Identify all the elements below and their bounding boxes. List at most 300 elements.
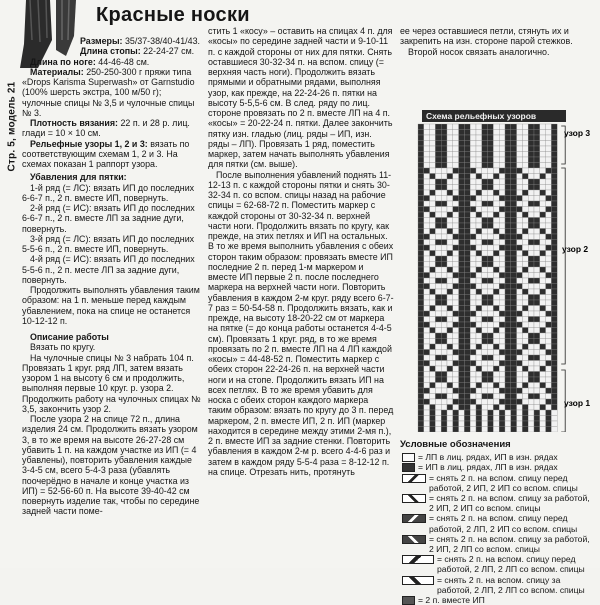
grid-cell (505, 207, 511, 213)
grid-cell (441, 212, 447, 218)
grid-cell (522, 141, 528, 147)
grid-cell (499, 383, 505, 389)
heel-row-3: 3-й ряд (= ЛС): вязать ИП до последних 5-5-6 п., 2 п. вместе ИП, повернуть. (22, 233, 195, 254)
grid-cell (424, 328, 430, 334)
grid-cell (534, 427, 540, 433)
grid-cell (430, 146, 436, 152)
grid-cell (447, 146, 453, 152)
grid-cell (430, 284, 436, 290)
grid-cell (464, 366, 470, 372)
grid-cell (418, 328, 424, 334)
grid-cell (546, 207, 552, 213)
grid-cell (459, 185, 465, 191)
grid-cell (505, 416, 511, 422)
grid-cell (418, 300, 424, 306)
grid-cell (522, 234, 528, 240)
grid-cell (441, 168, 447, 174)
grid-cell (418, 240, 424, 246)
grid-cell (551, 377, 557, 383)
grid-cell (464, 251, 470, 257)
grid-cell (453, 262, 459, 268)
grid-cell (517, 234, 523, 240)
grid-cell (493, 185, 499, 191)
grid-cell (418, 421, 424, 427)
grid-cell (493, 163, 499, 169)
grid-cell (522, 383, 528, 389)
grid-cell (453, 273, 459, 279)
grid-cell (493, 295, 499, 301)
grid-cell (522, 361, 528, 367)
grid-cell (522, 168, 528, 174)
grid-cell (418, 190, 424, 196)
grid-cell (424, 311, 430, 317)
grid-cell (505, 196, 511, 202)
grid-cell (517, 245, 523, 251)
grid-cell (546, 267, 552, 273)
grid-cell (499, 223, 505, 229)
grid-cell (528, 317, 534, 323)
grid-cell (493, 141, 499, 147)
grid-cell (551, 355, 557, 361)
grid-cell (447, 256, 453, 262)
grid-cell (511, 372, 517, 378)
materials-label: Материалы: (30, 66, 84, 77)
grid-cell (424, 240, 430, 246)
grid-cell (418, 427, 424, 433)
grid-cell (499, 179, 505, 185)
grid-cell (447, 152, 453, 158)
grid-cell (493, 366, 499, 372)
grid-cell (482, 141, 488, 147)
grid-cell (546, 174, 552, 180)
grid-cell (447, 388, 453, 394)
grid-cell (546, 218, 552, 224)
grid-cell (528, 212, 534, 218)
grid-cell (517, 196, 523, 202)
legend-item-cable-2 (400, 493, 596, 513)
grid-cell (470, 421, 476, 427)
grid-cell (551, 300, 557, 306)
grid-cell (522, 388, 528, 394)
grid-cell (441, 141, 447, 147)
grid-cell (447, 273, 453, 279)
grid-cell (418, 405, 424, 411)
grid-cell (505, 163, 511, 169)
grid-cell (534, 394, 540, 400)
grid-cell (430, 399, 436, 405)
grid-cell (522, 251, 528, 257)
grid-cell (476, 427, 482, 433)
grid-cell (441, 284, 447, 290)
grid-cell (482, 146, 488, 152)
grid-cell (551, 295, 557, 301)
grid-cell (470, 355, 476, 361)
grid-cell (522, 245, 528, 251)
grid-cell (459, 300, 465, 306)
grid-cell (453, 339, 459, 345)
grid-cell (499, 267, 505, 273)
grid-cell (441, 328, 447, 334)
grid-cell (470, 179, 476, 185)
grid-cell (418, 174, 424, 180)
grid-cell (528, 130, 534, 136)
grid-cell (534, 245, 540, 251)
grid-cell (464, 372, 470, 378)
grid-cell (551, 218, 557, 224)
grid-cell (551, 388, 557, 394)
grid-cell (540, 223, 546, 229)
grid-cell (482, 185, 488, 191)
grid-cell (499, 317, 505, 323)
grid-cell (517, 333, 523, 339)
grid-cell (424, 427, 430, 433)
grid-cell (488, 229, 494, 235)
grid-cell (464, 311, 470, 317)
grid-cell (517, 405, 523, 411)
grid-cell (551, 256, 557, 262)
grid-cell (435, 421, 441, 427)
work-round: Вязать по кругу. (30, 342, 96, 353)
grid-cell (499, 124, 505, 130)
grid-cell (459, 179, 465, 185)
grid-cell (418, 333, 424, 339)
grid-cell (453, 377, 459, 383)
grid-cell (505, 262, 511, 268)
grid-cell (418, 399, 424, 405)
grid-cell (424, 201, 430, 207)
grid-cell (424, 339, 430, 345)
grid-cell (499, 190, 505, 196)
grid-cell (493, 377, 499, 383)
grid-cell (418, 383, 424, 389)
grid-cell (488, 300, 494, 306)
grid-cell (453, 185, 459, 191)
grid-cell (493, 240, 499, 246)
grid-cell (430, 190, 436, 196)
grid-cell (441, 190, 447, 196)
grid-cell (418, 256, 424, 262)
grid-cell (476, 377, 482, 383)
heel-row-1: 1-й ряд (= ЛС): вязать ИП до последних 6-6-7 п., 2 п. вместе ИП, повернуть. (22, 182, 195, 203)
grid-cell (534, 256, 540, 262)
grid-cell (435, 344, 441, 350)
grid-cell (528, 372, 534, 378)
grid-cell (453, 141, 459, 147)
grid-cell (441, 124, 447, 130)
grid-cell (505, 135, 511, 141)
grid-cell (528, 185, 534, 191)
grid-cell (511, 207, 517, 213)
grid-cell (505, 174, 511, 180)
grid-cell (522, 273, 528, 279)
grid-cell (511, 394, 517, 400)
grid-cell (488, 421, 494, 427)
grid-cell (517, 416, 523, 422)
grid-cell (464, 350, 470, 356)
grid-cell (493, 267, 499, 273)
grid-cell (511, 311, 517, 317)
grid-cell (505, 146, 511, 152)
grid-cell (546, 383, 552, 389)
grid-cell (517, 306, 523, 312)
grid-cell (476, 295, 482, 301)
grid-cell (430, 212, 436, 218)
grid-cell (441, 344, 447, 350)
grid-cell (424, 251, 430, 257)
grid-cell (522, 399, 528, 405)
grid-cell (430, 262, 436, 268)
grid-cell (435, 163, 441, 169)
grid-cell (505, 212, 511, 218)
grid-cell (464, 410, 470, 416)
grid-cell (459, 130, 465, 136)
grid-cell (459, 383, 465, 389)
grid-cell (459, 284, 465, 290)
grid-cell (482, 383, 488, 389)
grid-cell (511, 262, 517, 268)
grid-cell (476, 273, 482, 279)
grid-cell (551, 344, 557, 350)
grid-cell (435, 350, 441, 356)
grid-cell (493, 284, 499, 290)
grid-cell (424, 388, 430, 394)
grid-cell (546, 245, 552, 251)
grid-cell (470, 223, 476, 229)
grid-cell (424, 317, 430, 323)
grid-cell (505, 130, 511, 136)
grid-cell (511, 306, 517, 312)
grid-cell (470, 163, 476, 169)
grid-cell (470, 344, 476, 350)
grid-cell (534, 218, 540, 224)
grid-cell (528, 427, 534, 433)
grid-cell (546, 328, 552, 334)
grid-cell (488, 416, 494, 422)
grid-cell (546, 251, 552, 257)
grid-cell (493, 405, 499, 411)
grid-cell (499, 157, 505, 163)
grid-cell (482, 333, 488, 339)
grid-cell (476, 366, 482, 372)
grid-cell (499, 394, 505, 400)
grid-cell (493, 322, 499, 328)
grid-cell (505, 223, 511, 229)
grid-cell (546, 124, 552, 130)
grid-cell (424, 361, 430, 367)
grid-cell (517, 223, 523, 229)
side-label (2, 6, 16, 176)
grid-cell (470, 333, 476, 339)
grid-cell (464, 328, 470, 334)
grid-cell (459, 251, 465, 257)
grid-cell (540, 399, 546, 405)
grid-cell (488, 124, 494, 130)
grid-cell (540, 410, 546, 416)
grid-cell (499, 377, 505, 383)
grid-cell (517, 201, 523, 207)
grid-cell (511, 218, 517, 224)
grid-cell (441, 251, 447, 257)
grid-cell (528, 196, 534, 202)
grid-cell (505, 361, 511, 367)
grid-cell (499, 388, 505, 394)
grid-cell (430, 383, 436, 389)
grid-cell (459, 218, 465, 224)
grid-cell (453, 295, 459, 301)
grid-cell (430, 157, 436, 163)
grid-cell (430, 416, 436, 422)
grid-cell (534, 295, 540, 301)
grid-cell (482, 212, 488, 218)
grid-cell (540, 146, 546, 152)
grid-cell (551, 383, 557, 389)
grid-cell (499, 366, 505, 372)
grid-cell (459, 377, 465, 383)
grid-cell (464, 262, 470, 268)
grid-cell (488, 251, 494, 257)
grid-cell (517, 124, 523, 130)
grid-cell (499, 306, 505, 312)
grid-cell (528, 377, 534, 383)
grid-cell (441, 245, 447, 251)
grid-cell (534, 361, 540, 367)
grid-cell (424, 350, 430, 356)
grid-cell (493, 388, 499, 394)
grid-cell (499, 284, 505, 290)
grid-cell (540, 262, 546, 268)
grid-cell (482, 179, 488, 185)
grid-cell (476, 130, 482, 136)
grid-cell (459, 256, 465, 262)
grid-cell (418, 141, 424, 147)
grid-cell (546, 163, 552, 169)
grid-cell (551, 328, 557, 334)
grid-cell (435, 196, 441, 202)
chart-label-1: узор 1 (564, 398, 591, 408)
grid-cell (482, 278, 488, 284)
grid-cell (459, 317, 465, 323)
grid-cell (522, 394, 528, 400)
grid-cell (418, 179, 424, 185)
grid-cell (459, 262, 465, 268)
grid-cell (453, 289, 459, 295)
grid-cell (453, 372, 459, 378)
grid-cell (430, 273, 436, 279)
grid-cell (464, 168, 470, 174)
grid-cell (418, 152, 424, 158)
grid-cell (499, 295, 505, 301)
grid-cell (488, 152, 494, 158)
grid-cell (441, 289, 447, 295)
foot-label: Длина стопы: (80, 46, 141, 57)
grid-cell (546, 201, 552, 207)
legend-item-cable-5 (400, 554, 596, 574)
grid-cell (488, 427, 494, 433)
cable-wide-right-icon (402, 576, 434, 585)
cable-right-icon (402, 494, 426, 503)
grid-cell (430, 196, 436, 202)
grid-cell (517, 190, 523, 196)
grid-cell (476, 344, 482, 350)
grid-cell (441, 322, 447, 328)
grid-cell (540, 124, 546, 130)
grid-cell (551, 157, 557, 163)
grid-cell (470, 278, 476, 284)
grid-cell (534, 240, 540, 246)
grid-cell (511, 328, 517, 334)
grid-cell (459, 135, 465, 141)
grid-cell (505, 229, 511, 235)
grid-cell (505, 278, 511, 284)
grid-cell (534, 355, 540, 361)
grid-cell (540, 278, 546, 284)
grid-cell (493, 339, 499, 345)
grid-cell (424, 289, 430, 295)
grid-cell (453, 240, 459, 246)
grid-cell (493, 157, 499, 163)
grid-cell (522, 185, 528, 191)
grid-cell (424, 168, 430, 174)
grid-cell (493, 278, 499, 284)
grid-cell (459, 223, 465, 229)
grid-cell (499, 201, 505, 207)
grid-cell (447, 179, 453, 185)
grid-cell (418, 185, 424, 191)
grid-cell (546, 168, 552, 174)
grid-cell (424, 234, 430, 240)
grid-cell (505, 284, 511, 290)
grid-cell (522, 152, 528, 158)
grid-cell (441, 339, 447, 345)
grid-cell (551, 289, 557, 295)
grid-cell (453, 124, 459, 130)
grid-cell (418, 322, 424, 328)
grid-cell (470, 427, 476, 433)
grid-cell (441, 394, 447, 400)
grid-cell (551, 229, 557, 235)
grid-cell (546, 273, 552, 279)
grid-cell (418, 388, 424, 394)
grid-cell (511, 421, 517, 427)
grid-cell (505, 377, 511, 383)
grid-cell (418, 339, 424, 345)
grid-cell (522, 124, 528, 130)
grid-cell (435, 361, 441, 367)
grid-cell (493, 223, 499, 229)
grid-cell (435, 306, 441, 312)
grid-cell (476, 416, 482, 422)
grid-cell (493, 234, 499, 240)
grid-cell (435, 355, 441, 361)
grid-cell (540, 361, 546, 367)
grid-cell (499, 328, 505, 334)
grid-cell (430, 421, 436, 427)
grid-cell (470, 328, 476, 334)
grid-cell (441, 405, 447, 411)
grid-cell (505, 333, 511, 339)
grid-cell (441, 240, 447, 246)
grid-cell (540, 295, 546, 301)
grid-cell (528, 289, 534, 295)
grid-cell (435, 339, 441, 345)
grid-cell (505, 157, 511, 163)
grid-cell (499, 168, 505, 174)
grid-cell (476, 218, 482, 224)
grid-cell (528, 168, 534, 174)
legend-text: = снять 2 п. на вспом. спицу перед работой, 2 ЛП, 2 ЛП со вспом. спицы (437, 554, 585, 575)
grid-cell (470, 322, 476, 328)
grid-cell (551, 306, 557, 312)
